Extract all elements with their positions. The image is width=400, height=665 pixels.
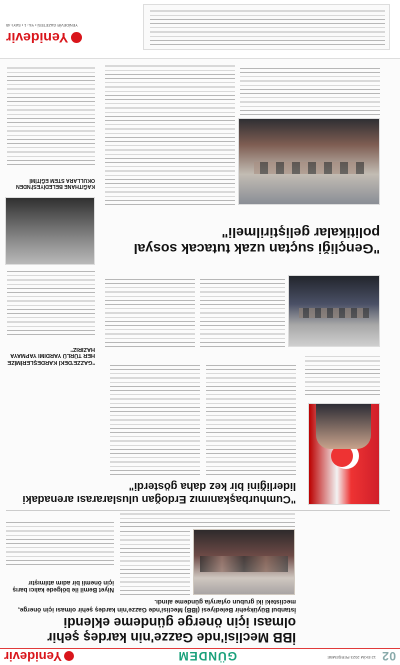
erdogan-photo: [308, 403, 380, 505]
side-headline: Niyet Bemil ile bölgede kalıcı barış için önemli bir adım atılmıştır: [12, 578, 114, 593]
panel-photo: [238, 118, 380, 205]
text-col-4: [105, 277, 195, 347]
quote-text-col-1: [206, 365, 296, 475]
conference-photo: [288, 275, 380, 347]
header-logo-text: Yenidevir: [4, 649, 62, 664]
section-title: GÜNDEM: [177, 649, 237, 663]
footer-logo: [6, 30, 82, 46]
right-text-2: [7, 65, 95, 165]
main-lead: İstanbul Büyükşehir Belediyesi (İBB) Meclisi'nde Gazze'nin kardeş şehir olması için önerge, meclisteki iki grubun oylarıyla gündeme alındı.: [18, 598, 296, 613]
page-header: [0, 648, 400, 665]
footer-info: YENİDEVİR GAZETESİ • YIL: 1 • SAYI: 45: [6, 23, 78, 27]
portrait-figure: [316, 404, 371, 449]
big-text-block: [105, 65, 235, 205]
side-text-block: [6, 521, 114, 565]
logo-mark-icon: [64, 651, 74, 661]
quote-text-col-2: [110, 365, 200, 475]
footer-info-box: [143, 4, 390, 50]
header-logo: [4, 649, 74, 664]
text-col-3: [200, 277, 285, 347]
big-headline: "Gençliği suçtan uzak tutacak sosyal politikalar geliştirilmeli": [133, 225, 380, 257]
issue-date: 12 EKİM 2023 PERŞEMBE: [327, 655, 376, 660]
quote-headline: "Cumhurbaşkanımız Erdoğan uluslararası arenadaki liderliğini bir kez daha gösterdi": [22, 480, 296, 505]
divider: [6, 510, 390, 511]
body-text-block-2: [120, 513, 295, 527]
right-headline: "GAZZE'DEKİ KARDEŞLERİMİZE HER TÜRLÜ YARDIMI YAPMAYA HAZIRIZ": [7, 345, 95, 365]
meeting-photo: [193, 529, 295, 595]
footer-logo-mark-icon: [71, 32, 82, 43]
page-footer: [0, 0, 400, 59]
caption-text: [305, 355, 380, 395]
right-text: [7, 271, 95, 335]
big-text-block-2: [240, 65, 380, 115]
footer-lines: [150, 9, 385, 45]
body-text-block: [120, 531, 190, 595]
right-subheadline: KAĞITHANE BELEDİYESİ'NDEN OKULLARA STEM EĞİTİMİ: [15, 176, 95, 189]
footer-logo-text: Yenidevir: [6, 30, 69, 46]
main-headline: İBB Meclisi'nde Gazze'nin kardeş şehir olması için önerge gündeme eklendi: [47, 615, 296, 645]
page-number: 02: [381, 649, 396, 663]
right-photo: [5, 197, 95, 265]
